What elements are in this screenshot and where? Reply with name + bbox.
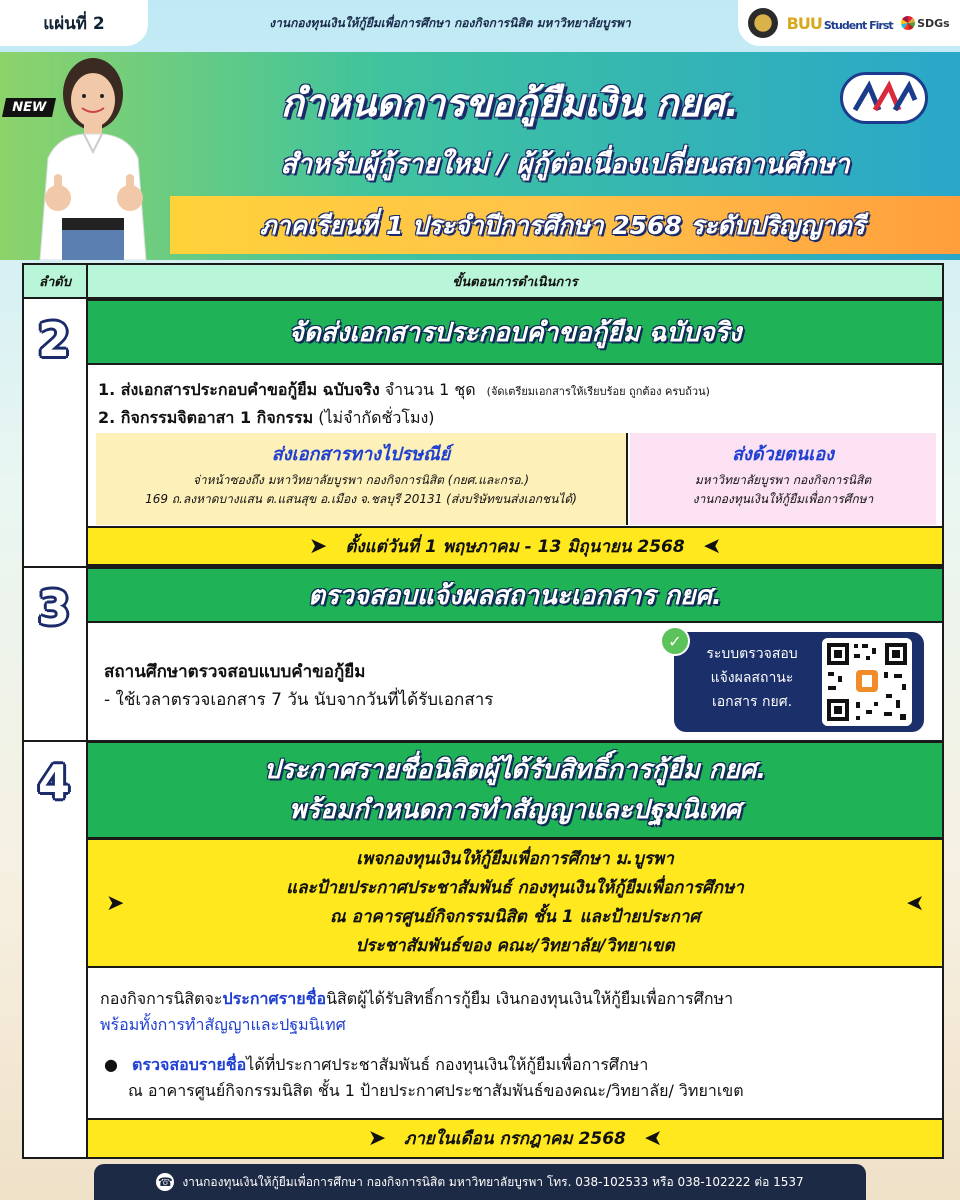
step3-line-2: - ใช้เวลาตรวจเอกสาร 7 วัน นับจากวันที่ได้รับเอกสาร bbox=[104, 690, 494, 710]
sheet-label: แผ่นที่ 2 bbox=[0, 0, 148, 46]
step-number-2: 2 bbox=[37, 313, 70, 367]
mail-address-line-2: 169 ถ.ลงหาดบางแสน ต.แสนสุข อ.เมือง จ.ชลบุรี 20131 (ส่งบริษัทขนส่งเอกชนได้) bbox=[145, 492, 577, 506]
term-title: ภาคเรียนที่ 1 ประจำปีการศึกษา 2568 ระดับปริญญาตรี bbox=[259, 211, 866, 240]
new-badge: NEW bbox=[2, 98, 56, 117]
chevron-right-icon: ➤ bbox=[308, 533, 328, 559]
step-number-3: 3 bbox=[37, 581, 70, 635]
page-title: กำหนดการขอกู้ยืมเงิน กยศ. bbox=[280, 81, 740, 125]
column-header-order: ลำดับ bbox=[24, 265, 88, 299]
step-number-cell-3 bbox=[22, 567, 88, 741]
step4-description: กองกิจการนิสิตจะประกาศรายชื่อนิสิตผู้ได้รับสิทธิ์การกู้ยืม เงินกองทุนเงินให้กู้ยืมเพื่อการศึกษา พร้อมทั้งการทำสัญญาและปฐมนิเทศ bbox=[100, 989, 734, 1034]
contact-footer bbox=[94, 1164, 866, 1200]
phone-icon: ☎ bbox=[157, 1175, 173, 1189]
sdgs-logo: SDGs bbox=[901, 16, 950, 30]
step-number-4: 4 bbox=[37, 755, 70, 809]
step2-item-1: 1. ส่งเอกสารประกอบคำขอกู้ยืม ฉบับจริง จำนวน 1 ชุด (จัดเตรียมเอกสารให้เรียบร้อย ถูกต้อง ครบถ้วน) bbox=[98, 380, 710, 399]
step4-channels: เพจกองทุนเงินให้กู้ยืมเพื่อการศึกษา ม.บูรพา และป้ายประกาศประชาสัมพันธ์ กองทุนเงินให้กู้ยืมเพื่อการศึกษา ณ อาคารศูนย์กิจกรรมนิสิต ชั้น 1 และป้ายประกาศ ประชาสัมพันธ์ของ คณะ/วิทยาลัย/วิทยาเขต bbox=[286, 849, 744, 956]
in-person-line-2: งานกองทุนเงินให้กู้ยืมเพื่อการศึกษา bbox=[692, 492, 874, 506]
step-number-cell-2 bbox=[22, 299, 88, 567]
step4-period: ภายในเดือน กรกฎาคม 2568 bbox=[404, 1129, 626, 1149]
contact-text: งานกองทุนเงินให้กู้ยืมเพื่อการศึกษา กองกิจการนิสิต มหาวิทยาลัยบูรพา โทร. 038-102533 หรือ 038-102222 ต่อ 1537 bbox=[182, 1174, 804, 1189]
step4-heading-line-2: พร้อมกำหนดการทำสัญญาและปฐมนิเทศ bbox=[289, 795, 741, 825]
buu-student-first-logo: BUU Student First bbox=[786, 13, 893, 33]
logo-bar bbox=[738, 0, 960, 46]
student-thumbs-up-illustration bbox=[18, 48, 168, 260]
kyos-logo-icon bbox=[849, 80, 919, 116]
step4-period-bar bbox=[88, 1118, 942, 1157]
mail-submission-box bbox=[96, 433, 628, 525]
kyos-logo bbox=[840, 72, 928, 124]
step4-heading-line-1: ประกาศรายชื่อนิสิตผู้ได้รับสิทธิ์การกู้ยืม กยศ. bbox=[263, 755, 767, 785]
step3-heading: ตรวจสอบแจ้งผลสถานะเอกสาร กยศ. bbox=[88, 567, 942, 623]
org-header-text: งานกองทุนเงินให้กู้ยืมเพื่อการศึกษา กองกิจการนิสิต มหาวิทยาลัยบูรพา bbox=[269, 15, 631, 30]
status-check-text[interactable]: ระบบตรวจสอบ แจ้งผลสถานะ เอกสาร กยศ. bbox=[706, 646, 798, 710]
in-person-submission-box bbox=[630, 433, 936, 525]
chevron-right-icon: ➤ bbox=[367, 1126, 387, 1151]
step4-channels-box bbox=[88, 838, 942, 968]
chevron-left-icon: ➤ bbox=[905, 890, 924, 916]
in-person-line-1: มหาวิทยาลัยบูรพา กองกิจการนิสิต bbox=[694, 473, 872, 487]
step2-period-bar bbox=[88, 526, 942, 566]
bullet-dot: ● bbox=[104, 1055, 118, 1074]
mail-address-line-1: จ่าหน้าซองถึง มหาวิทยาลัยบูรพา กองกิจการนิสิต (กยศ.และกรอ.) bbox=[192, 473, 530, 487]
step4-bullet: ● ตรวจสอบรายชื่อได้ที่ประกาศประชาสัมพันธ์ กองทุนเงินให้กู้ยืมเพื่อการศึกษา ณ อาคารศูนย์กิจกรรมนิสิต ชั้น 1 ป้ายประกาศประชาสัมพันธ์ของคณะ/วิทยาลัย/ วิทยาเขต bbox=[104, 1052, 936, 1104]
step2-period: ตั้งแต่วันที่ 1 พฤษภาคม - 13 มิถุนายน 2568 bbox=[345, 536, 685, 557]
university-seal-icon bbox=[748, 8, 778, 38]
in-person-title: ส่งด้วยตนเอง bbox=[732, 444, 834, 465]
step4-heading bbox=[88, 741, 942, 839]
check-icon: ✓ bbox=[660, 626, 690, 656]
sdgs-wheel-icon bbox=[901, 16, 915, 30]
chevron-right-icon: ➤ bbox=[106, 890, 125, 916]
step3-line-1: สถานศึกษาตรวจสอบแบบคำขอกู้ยืม bbox=[104, 662, 366, 682]
step2-item-2: 2. กิจกรรมจิตอาสา 1 กิจกรรม (ไม่จำกัดชั่วโมง) bbox=[98, 408, 435, 427]
qr-code-icon[interactable] bbox=[822, 638, 912, 726]
chevron-left-icon: ➤ bbox=[643, 1126, 663, 1151]
mail-submission-title: ส่งเอกสารทางไปรษณีย์ bbox=[271, 444, 451, 465]
column-header-steps: ขั้นตอนการดำเนินการ bbox=[88, 265, 942, 299]
page-subtitle: สำหรับผู้กู้รายใหม่ / ผู้กู้ต่อเนื่องเปลี่ยนสถานศึกษา bbox=[280, 149, 850, 180]
step2-heading: จัดส่งเอกสารประกอบคำขอกู้ยืม ฉบับจริง bbox=[88, 299, 942, 365]
chevron-left-icon: ➤ bbox=[702, 533, 722, 559]
step-number-cell-4 bbox=[22, 741, 88, 1157]
